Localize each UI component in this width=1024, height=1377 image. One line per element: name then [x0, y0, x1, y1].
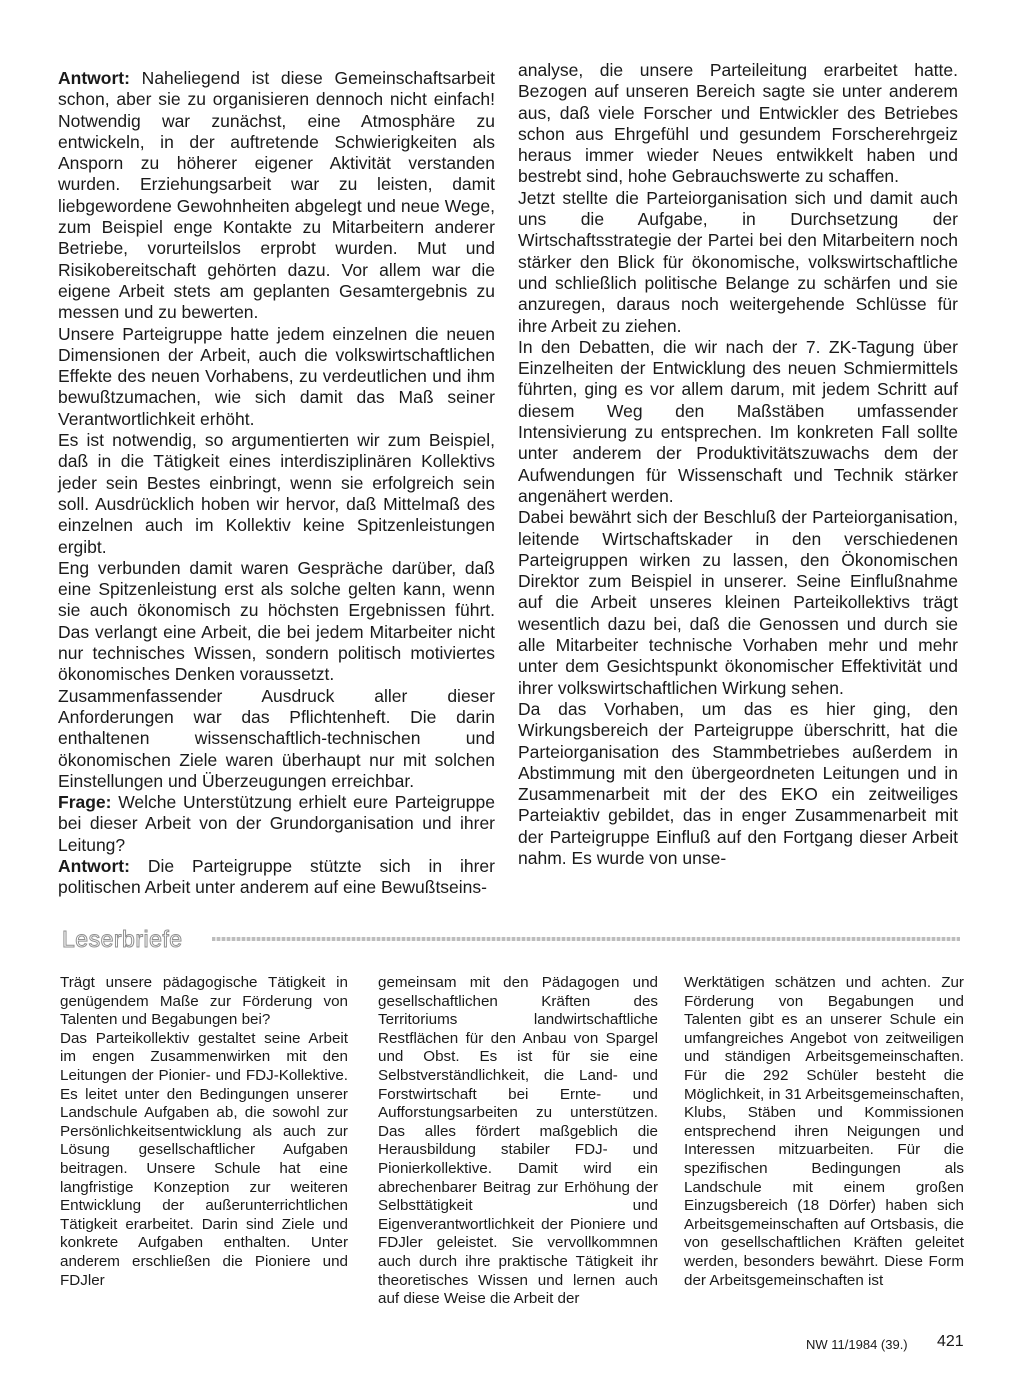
paragraph-text: Unsere Parteigruppe hatte jedem einzelnen die neuen Dimensionen der Arbeit, auch die volkswirtschaftlichen Effekte des neuen Vorhabens, zu verdeutlichen und ihm bewußtzumachen, wie sich damit das Maß seiner Verantwortlichkeit erhöht. — [58, 323, 495, 429]
letters-column-2 — [378, 974, 658, 1309]
paragraph-text: Dabei bewährt sich der Beschluß der Parteiorganisation, leitende Wirtschaftskader in den verschiedenen Parteigruppen wirken zu lassen, den Ökonomischen Direktor zum Beispiel in unserer. Seine Einflußnahme auf die Arbeit unseres kleinen Parteikollektivs trägt wesentlich dazu bei, daß die Genossen und durch sie alle Mitarbeiter technische Vorhaben mehr und mehr unter dem Gesichtspunkt ökonomischer Effektivität und ihrer volkswirtschaftlichen Wirkung sehen. — [518, 507, 958, 698]
paragraph — [60, 974, 348, 1030]
paragraph — [518, 507, 958, 699]
paragraph — [684, 974, 964, 1290]
speaker-label: Antwort: — [58, 68, 130, 88]
paragraph — [518, 188, 958, 337]
section-title: Leserbriefe — [62, 926, 183, 952]
paragraph-text: Naheliegend ist diese Gemeinschaftsarbeit schon, aber sie zu organisieren dennoch nicht einfach! Notwendig war zunächst, eine Atmosphäre zu entwickeln, in der auftretende Schwierigkeiten als Ansporn zu höherer eigener Aktivität verstanden wurden. Erziehungsarbeit war zu leisten, damit liebgewordene Gewohnheiten abgelegt und neue Wege, zum Beispiel enge Kontakte zu Mitarbeitern anderer Betriebe, vorurteilslos erprobt wurden. Mut und Risikobereitschaft gehörten dazu. Vor allem war die eigene Arbeit stets am geplanten Gesamtergebnis zu messen und zu bewerten. — [58, 68, 495, 323]
letters-column-1 — [60, 974, 348, 1290]
paragraph-text: Da das Vorhaben, um das es hier ging, den Wirkungsbereich der Parteigruppe überschritt, hat die Parteiorganisation des Stammbetriebes außerdem in Abstimmung mit den übergeordneten Leitungen und in Zusammenarbeit mit der des EKO ein zeitweiliges Parteiaktiv gebildet, das in enger Zusammenarbeit mit der Parteigruppe Einfluß auf den Fortgang dieser Arbeit nahm. Es wurde von unse- — [518, 698, 958, 868]
paragraph — [518, 60, 958, 188]
paragraph-text: Zusammenfassender Ausdruck aller dieser Anforderungen war das Pflichtenheft. Die darin enthaltenen wissenschaftlich-technischen und ökonomischen Ziele waren überhaupt nur mit solchen Einstellungen und Überzeugungen erreichbar. — [58, 685, 495, 791]
interview-question — [58, 792, 495, 856]
paragraph — [58, 430, 495, 558]
speaker-label: Antwort: — [58, 855, 130, 876]
paragraph-text: Die Parteigruppe stützte sich in ihrer politischen Arbeit unter anderem auf eine Bewußtseins- — [58, 855, 495, 898]
paragraph-text: Jetzt stellte die Parteiorganisation sich und damit auch uns die Aufgabe, in Durchsetzung der Wirtschaftsstrategie der Partei bei den Mitarbeitern noch stärker den Blick für ökonomische, volkswirtschaftliche und schließlich politische Belange zu schärfen und sie anzuregen, daraus noch weitergehende Schlüsse für ihre Arbeit zu ziehen. — [518, 187, 958, 336]
interview-answer — [58, 68, 495, 324]
paragraph-text: Das Parteikollektiv gestaltet seine Arbeit im engen Zusammenwirken mit den Leitungen der Pionier- und FDJ-Kollektive. Es leitet unter den Bedingungen unserer Landschule Aufgaben ab, die sowohl zur Persönlichkeitsentwicklung als auch zur Lösung gesellschaftlicher Aufgaben beitragen. Unsere Schule hat eine langfristige Konzeption zur weiteren Entwicklung der außerunterrichtlichen Tätigkeit erarbeitet. Darin sind Ziele und konkrete Aufgaben enthalten. Unter anderem erschließen die Pioniere und FDJler — [60, 1029, 348, 1289]
paragraph — [58, 558, 495, 686]
paragraph-text: Trägt unsere pädagogische Tätigkeit in genügendem Maße zur Förderung von Talenten und Begabungen bei? — [60, 974, 348, 1029]
paragraph-text: Werktätigen schätzen und achten. Zur Förderung von Begabungen und Talenten gibt es an unserer Schule ein umfangreiches Angebot von zeitweiligen und ständigen Arbeitsgemeinschaften. Für die 292 Schüler besteht die Möglichkeit, in 31 Arbeitsgemeinschaften, Klubs, Stäben und Kommissionen entsprechend ihren Neigungen und Interessen mitzuarbeiten. Für die spezifischen Bedingungen als Landschule mit einem großen Einzugsbereich (18 Dörfer) haben sich Arbeitsgemeinschaften auf Ortsbasis, die von gesellschaftlichen Kräften geleitet werden, besonders bewährt. Diese Form der Arbeitsgemeinschaften ist — [684, 974, 964, 1289]
paragraph-text: Welche Unterstützung erhielt eure Parteigruppe bei dieser Arbeit von der Grundorganisation und ihrer Leitung? — [58, 792, 495, 855]
article-column-right — [518, 60, 958, 869]
paragraph — [58, 686, 495, 792]
speaker-label: Frage: — [58, 792, 112, 813]
paragraph-text: In den Debatten, die wir nach der 7. ZK-Tagung über Einzelheiten der Entwicklung des neuen Schmiermittels führten, ging es vor allem darum, mit jedem Schritt auf diesem Weg den Maßstäben umfassender Intensivierung zu entsprechen. Im konkreten Fall sollte unter anderem der Produktivitätszuwachs dem der Aufwendungen für Wissenschaft und Technik stärker angenähert werden. — [518, 336, 958, 506]
paragraph-text: Eng verbunden damit waren Gespräche darüber, daß eine Spitzenleistung erst als solche gelten kann, wenn sie auch ökonomisch zu höchsten Ergebnissen führt. Das verlangt eine Arbeit, die bei jedem Mitarbeiter nicht nur technisches Wissen, sondern politisch motiviertes ökonomisches Denken voraussetzt. — [58, 557, 495, 685]
section-header — [62, 926, 962, 952]
paragraph — [58, 324, 495, 430]
paragraph — [60, 1030, 348, 1290]
interview-answer — [58, 856, 495, 899]
paragraph-text: Es ist notwendig, so argumentierten wir zum Beispiel, daß in die Tätigkeit eines interdisziplinären Kollektivs jeder sein Bestes einbringt, wenn sie erfolgreich sein soll. Ausdrücklich hoben wir hervor, daß Mittelmaß des einzelnen auch im Kollektiv keine Spitzenleistungen ergibt. — [58, 430, 495, 557]
paragraph-text: analyse, die unsere Parteileitung erarbeitet hatte. Bezogen auf unseren Bereich sagte sie unter anderem aus, daß viele Forscher und Entwickler des Betriebes schon aus Ehrgefühl und gesundem Forscherehrgeiz heraus immer wieder Neues entwikkelt haben und bestrebt sind, hohe Gebrauchswerte zu schaffen. — [518, 60, 958, 187]
paragraph — [518, 337, 958, 507]
paragraph — [378, 974, 658, 1309]
page-number: 421 — [937, 1333, 964, 1350]
letters-column-3 — [684, 974, 964, 1290]
section-divider — [212, 937, 960, 941]
paragraph — [518, 699, 958, 869]
paragraph-text: gemeinsam mit den Pädagogen und gesellschaftlichen Kräften des Territoriums landwirtschaftliche Restflächen für den Anbau von Spargel und Obst. Es ist für sie eine Selbstverständlichkeit, die Land- und Forstwirtschaft bei Ernte- und Aufforstungsarbeiten zu unterstützen. Das alles fördert maßgeblich die Herausbildung stabiler FDJ- und Pionierkollektive. Damit wird ein abrechenbarer Beitrag zur Erhöhung der Selbsttätigkeit und Eigenverantwortlichkeit der Pioniere und FDJler geleistet. Sie vervollkommnen auch durch ihre praktische Tätigkeit ihr theoretisches Wissen und lernen auch auf diese Weise die Arbeit der — [378, 974, 658, 1308]
article-column-left — [58, 68, 495, 899]
journal-reference: NW 11/1984 (39.) — [806, 1337, 908, 1352]
